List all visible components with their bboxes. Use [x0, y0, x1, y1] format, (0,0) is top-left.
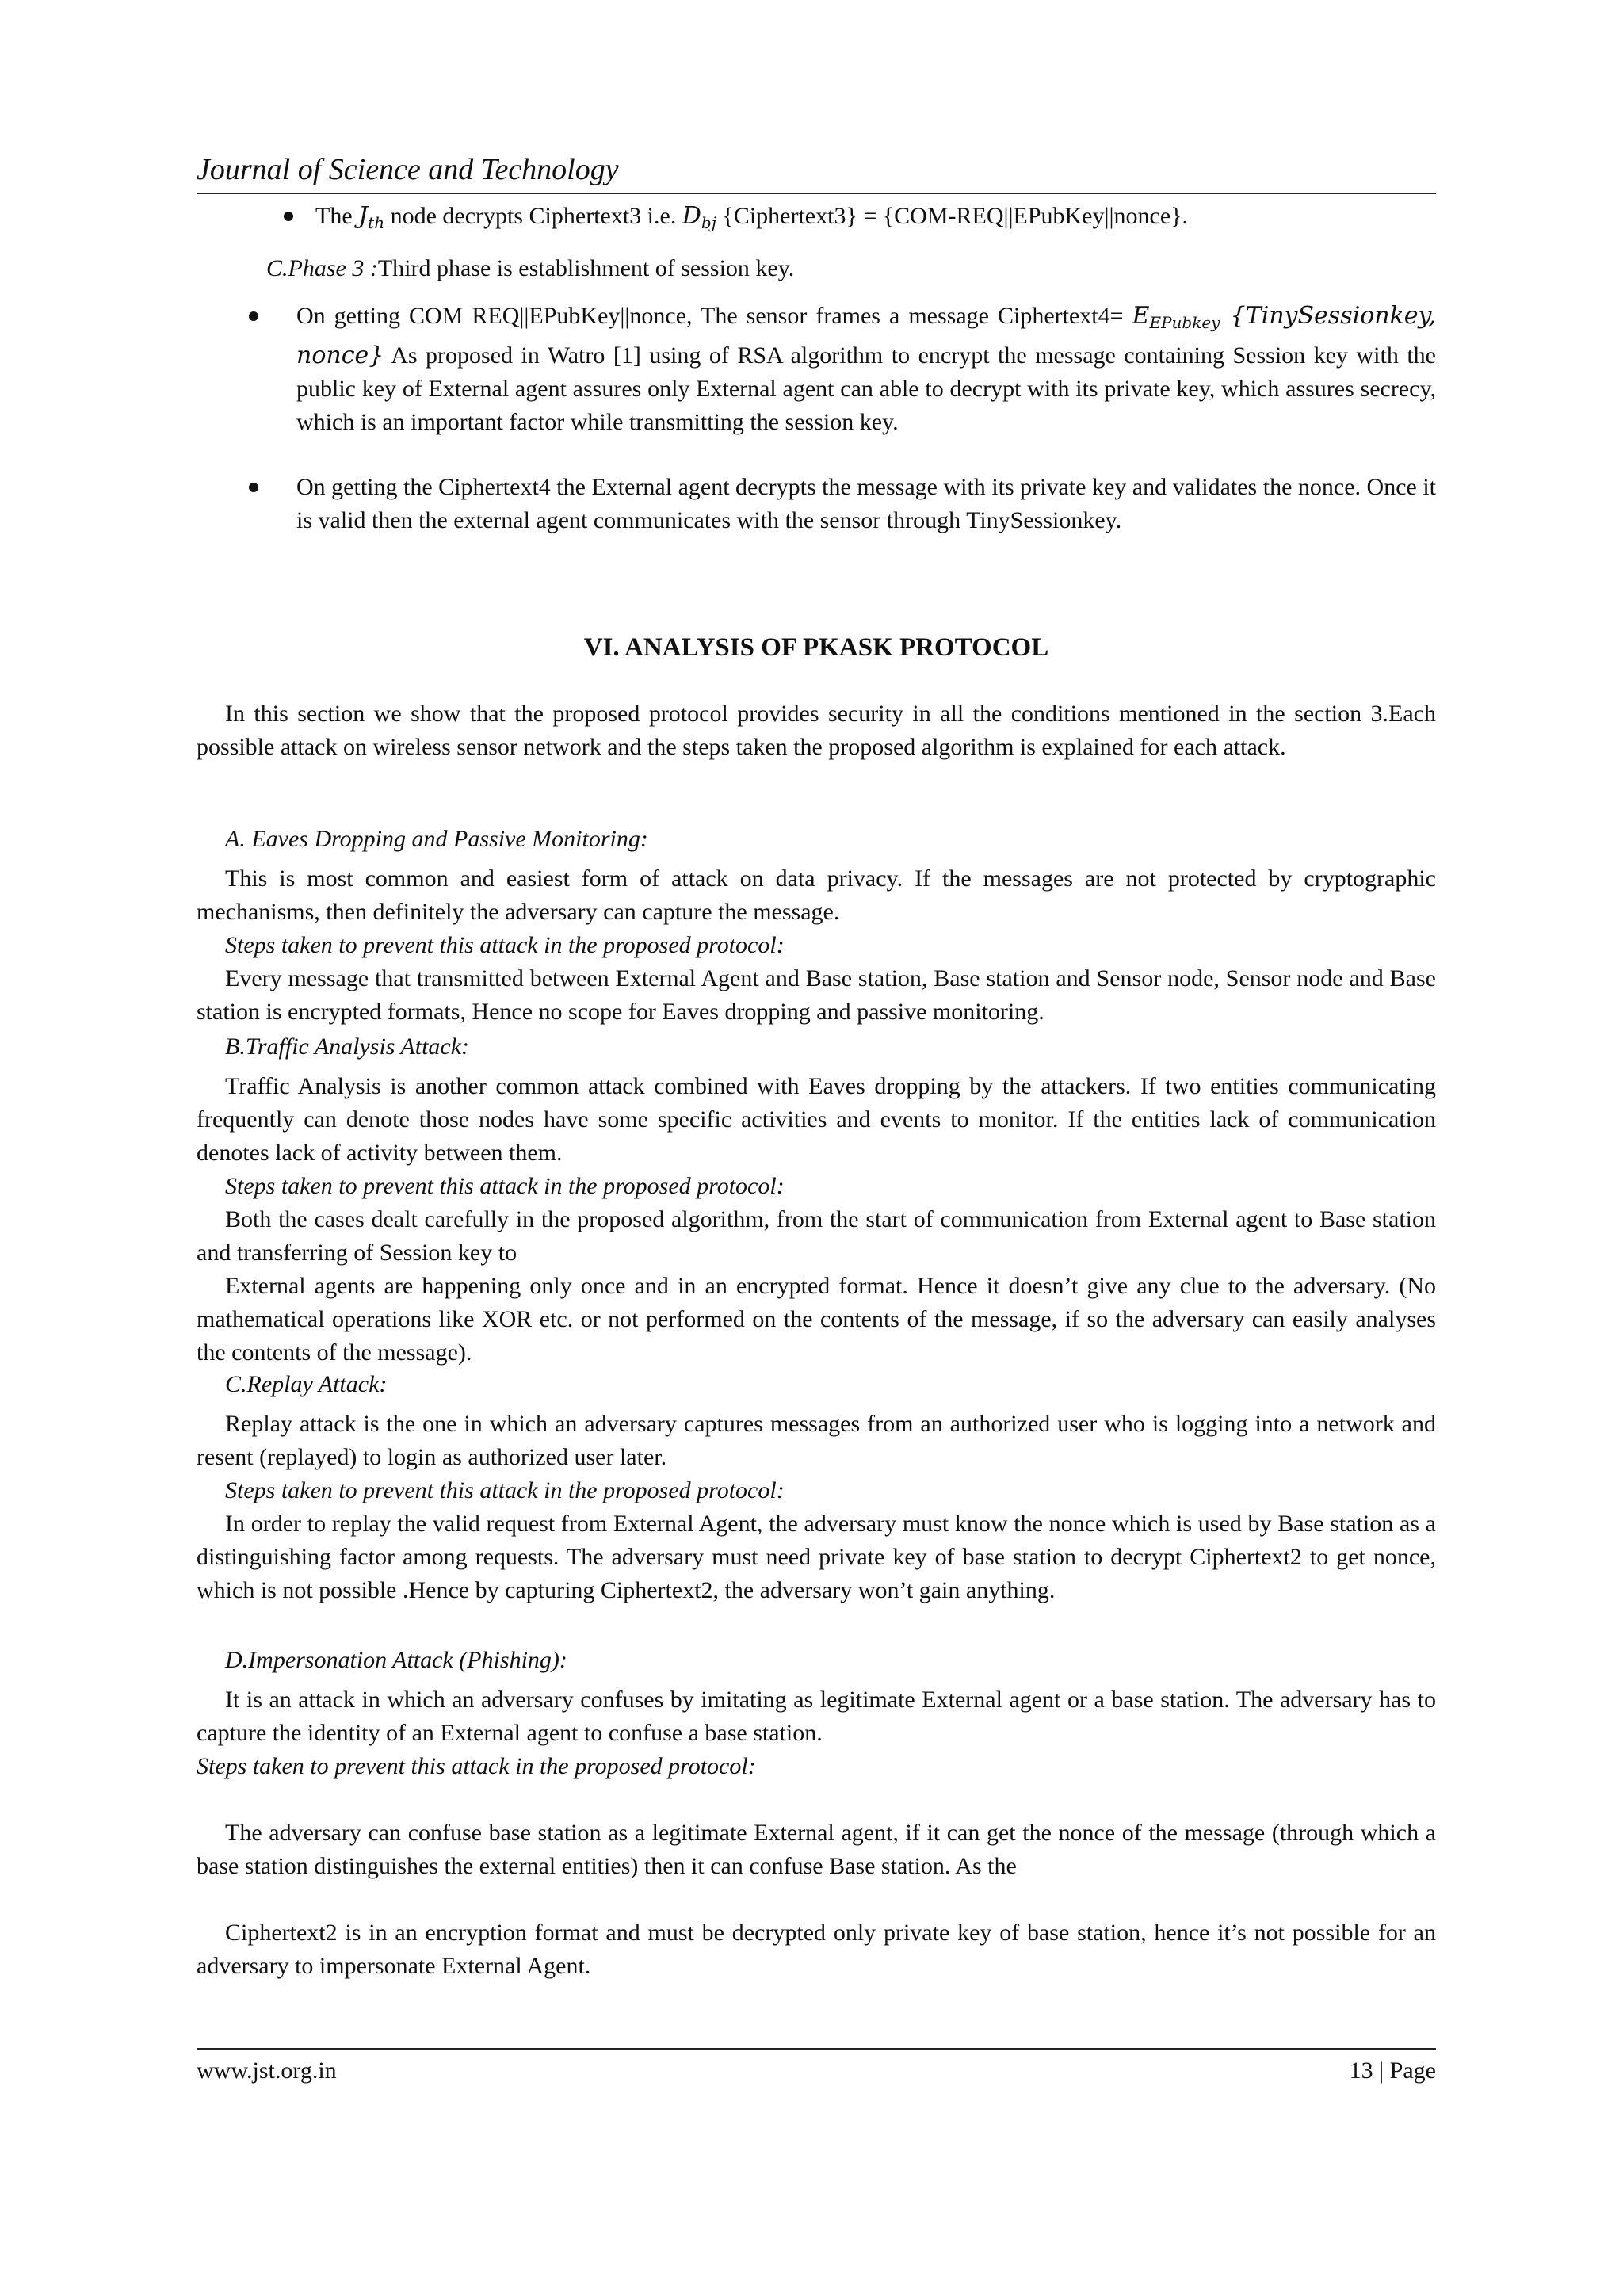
- e-subscript: EPubkey: [1149, 313, 1220, 332]
- attack-d-desc: It is an attack in which an adversary confuses by imitating as legitimate External agent or a base station. The adversary has to capture the identity of an External agent to confuse a base station.: [197, 1687, 1436, 1746]
- phase2-bullet: [284, 200, 1441, 239]
- phase3-label: C.Phase 3 :: [266, 255, 378, 281]
- page-number: 13 | Page: [1349, 2057, 1436, 2084]
- attack-a-heading: A. Eaves Dropping and Passive Monitoring:: [225, 826, 648, 852]
- phase2-prefix: The: [315, 203, 359, 229]
- j-subscript: th: [368, 213, 385, 232]
- attack-b-heading: B.Traffic Analysis Attack:: [225, 1033, 470, 1060]
- bullet1-rest: As proposed in Watro [1] using of RSA algorithm to encrypt the message containing Session key with the public key of External agent assures only External agent can able to decrypt with its private key, which assures secrecy, which is an important factor while transmitting the session key.: [296, 342, 1436, 435]
- phase2-mid: node decrypts Ciphertext3 i.e.: [384, 203, 682, 229]
- phase3-bullet-2-text: On getting the Ciphertext4 the External agent decrypts the message with its private key and validates the nonce. Once it is valid then the external agent communicates with the sensor through TinySessionkey.: [296, 474, 1436, 533]
- bullet1-line1: On getting COM REQ||EPubKey||nonce, The sensor frames a message Ciphertext4=: [296, 303, 1124, 329]
- attack-c-heading: C.Replay Attack:: [225, 1371, 388, 1397]
- phase3-heading: [266, 252, 1439, 285]
- attack-d-body: [197, 1683, 1436, 1783]
- d-subscript: bj: [701, 213, 716, 232]
- attack-c-body: [197, 1408, 1436, 1607]
- attack-d-steps1: The adversary can confuse base station as a legitimate External agent, if it can get the nonce of the message (through which a base station distinguishes the external entities) then it can confuse Base station. As the: [197, 1820, 1436, 1879]
- attack-d-steps-label: Steps taken to prevent this attack in the proposed protocol:: [197, 1753, 756, 1779]
- attack-b-steps-label: Steps taken to prevent this attack in the proposed protocol:: [225, 1173, 785, 1199]
- attack-a-desc: This is most common and easiest form of attack on data privacy. If the messages are not protected by cryptographic mechanisms, then definitely the adversary can capture the message.: [197, 865, 1436, 925]
- phase3-bullet-2: [249, 471, 1436, 537]
- attack-b-steps2: External agents are happening only once and in an encrypted format. Hence it doesn’t give any clue to the adversary. (No mathematical operations like XOR etc. or not performed on the contents of the message, if so the adversary can easily analyses the contents of the message).: [197, 1273, 1436, 1366]
- bullet-icon: [249, 483, 258, 492]
- attack-b-body: [197, 1070, 1436, 1370]
- phase3-text: Third phase is establishment of session key.: [377, 255, 795, 281]
- attack-d-heading: D.Impersonation Attack (Phishing):: [225, 1647, 567, 1673]
- d-symbol: D: [682, 202, 701, 230]
- journal-title: Journal of Science and Technology: [197, 153, 619, 186]
- math-args: {TinySessionkey, nonce}: [296, 302, 1437, 369]
- attack-b-steps1: Both the cases dealt carefully in the proposed algorithm, from the start of communication from External agent to Base station and transferring of Session key to: [197, 1206, 1436, 1266]
- phase3-bullet-1: [249, 300, 1436, 439]
- attack-c-steps-label: Steps taken to prevent this attack in the proposed protocol:: [225, 1477, 785, 1503]
- bullet-icon: [284, 212, 293, 221]
- phase3-bullet-1-text: [296, 300, 1436, 439]
- section-title: VI. ANALYSIS OF PKASK PROTOCOL: [583, 633, 1049, 662]
- attack-a-body: [197, 862, 1436, 1029]
- attack-a-steps: Every message that transmitted between External Agent and Base station, Base station and Sensor node, Sensor node and Base station is encrypted formats, Hence no scope for Eaves dropping and passive monitoring.: [197, 965, 1436, 1025]
- header-rule: [197, 193, 1436, 194]
- attack-a-steps-label: Steps taken to prevent this attack in the proposed protocol:: [225, 932, 785, 958]
- footer-url[interactable]: www.jst.org.in: [197, 2057, 337, 2084]
- section-intro: [197, 697, 1436, 764]
- attack-c-steps: In order to replay the valid request from External Agent, the adversary must know the nonce which is used by Base station as a distinguishing factor among requests. The adversary must need private key of base station to decrypt Ciphertext2 to get nonce, which is not possible .Hence by capturing Ciphertext2, the adversary won’t gain anything.: [197, 1511, 1436, 1603]
- attack-b-desc: Traffic Analysis is another common attack combined with Eaves dropping by the attackers. If two entities communicating frequently can denote those nodes have some specific activities and events to monitor. If the entities lack of communication denotes lack of activity between them.: [197, 1073, 1436, 1166]
- phase2-suffix: {Ciphertext3} = {COM-REQ||EPubKey||nonce}.: [716, 203, 1189, 229]
- j-symbol: J: [358, 202, 369, 230]
- attack-c-desc: Replay attack is the one in which an adversary captures messages from an authorized user who is logging into a network and resent (replayed) to login as authorized user later.: [197, 1411, 1436, 1470]
- attack-d-steps-block: [197, 1817, 1436, 1883]
- e-symbol: E: [1132, 302, 1150, 330]
- footer-rule: [197, 2048, 1436, 2050]
- attack-d-steps-block-2: [197, 1916, 1436, 1983]
- attack-d-steps2: Ciphertext2 is in an encryption format and must be decrypted only private key of base station, hence it’s not possible for an adversary to impersonate External Agent.: [197, 1920, 1436, 1979]
- section-intro-text: In this section we show that the proposed protocol provides security in all the conditions mentioned in the section 3.Each possible attack on wireless sensor network and the steps taken the proposed algorithm is explained for each attack.: [197, 701, 1436, 760]
- bullet-icon: [249, 311, 258, 321]
- phase2-bullet-text: [315, 200, 1188, 239]
